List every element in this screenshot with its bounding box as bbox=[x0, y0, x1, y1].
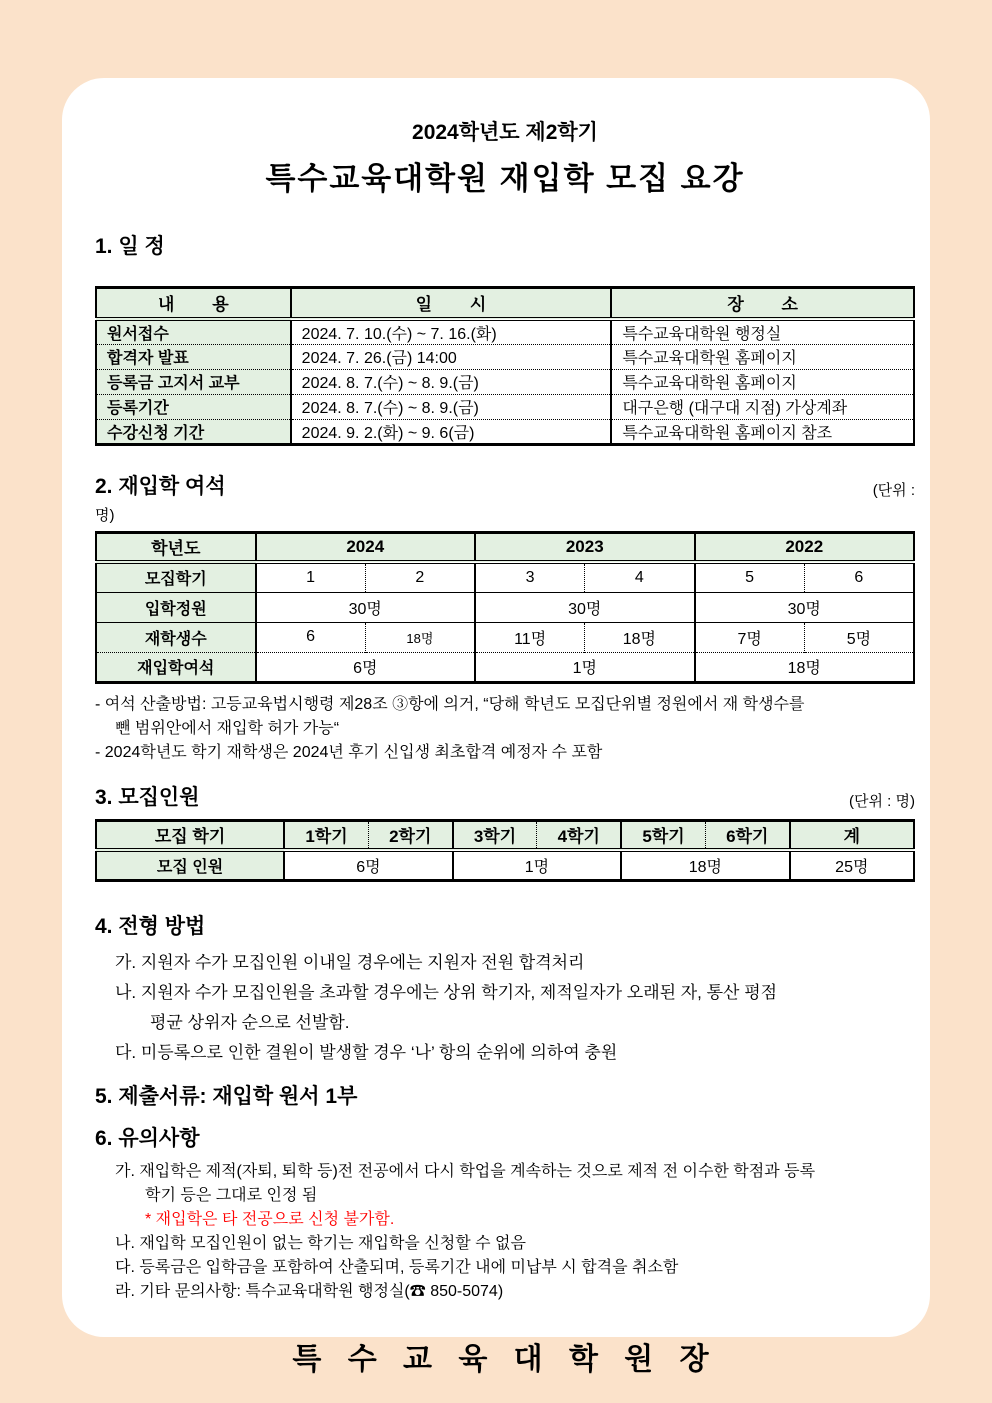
section-4-heading: 4. 전형 방법 bbox=[95, 914, 206, 938]
recruit-header-sem2: 2학기 bbox=[368, 820, 452, 850]
notice-item-ga: 가. 재입학은 제적(자퇴, 퇴학 등)전 전공에서 다시 학업을 계속하는 것으로 제적 전 이수한 학점과 등록 bbox=[115, 1162, 816, 1180]
selection-method-item-na: 나. 지원자 수가 모집인원을 초과할 경우에는 상위 학기자, 제적일자가 오래된 자, 통산 평점 bbox=[115, 982, 778, 1002]
schedule-row-label: 합격자 발표 bbox=[96, 344, 291, 369]
vacancy-enrolled-cell: 11명 bbox=[475, 622, 585, 652]
schedule-row-place: 특수교육대학원 홈페이지 bbox=[611, 344, 914, 369]
doc-subtitle: 2024학년도 제2학기 bbox=[412, 121, 598, 144]
section-3-heading: 3. 모집인원 bbox=[95, 785, 200, 809]
recruit-header-label: 모집 학기 bbox=[96, 820, 284, 850]
vacancy-semester-cell: 1 bbox=[256, 562, 366, 592]
vacancy-year-row bbox=[96, 532, 914, 562]
section-3-unit-label: (단위 : 명) bbox=[849, 792, 915, 810]
schedule-row-place: 특수교육대학원 홈페이지 참조 bbox=[611, 419, 914, 444]
section-3-heading-row bbox=[95, 781, 915, 811]
vacancy-quota-cell: 30명 bbox=[256, 592, 476, 622]
schedule-row-place: 특수교육대학원 홈페이지 bbox=[611, 369, 914, 394]
vacancy-semester-row bbox=[96, 562, 914, 592]
recruit-header-row bbox=[96, 820, 914, 850]
section-2-heading: 2. 재입학 여석 bbox=[95, 474, 226, 498]
recruit-count-sem56: 18명 bbox=[621, 850, 790, 880]
vacancy-quota-cell: 30명 bbox=[475, 592, 695, 622]
table-row bbox=[96, 344, 914, 369]
schedule-row-place: 대구은행 (대구대 지점) 가상계좌 bbox=[611, 394, 914, 419]
schedule-table bbox=[95, 286, 915, 446]
vacancy-enrolled-cell: 6 bbox=[256, 622, 366, 652]
vacancy-enrolled-cell: 7명 bbox=[695, 622, 805, 652]
notice-item-na: 나. 재입학 모집인원이 없는 학기는 재입학을 신청할 수 없음 bbox=[115, 1234, 526, 1252]
table-row bbox=[96, 394, 914, 419]
recruit-header-sem5: 5학기 bbox=[621, 820, 705, 850]
vacancy-semester-cell: 6 bbox=[804, 562, 914, 592]
recruit-table bbox=[95, 819, 915, 882]
table-row bbox=[96, 419, 914, 444]
schedule-header-content: 내 용 bbox=[96, 288, 291, 319]
schedule-row-datetime: 2024. 8. 7.(수) ~ 8. 9.(금) bbox=[291, 394, 612, 419]
section-6-heading: 6. 유의사항 bbox=[95, 1126, 200, 1150]
recruit-header-sem4: 4학기 bbox=[537, 820, 621, 850]
section-1-heading: 1. 일 정 bbox=[95, 235, 165, 258]
vacancy-enrolled-row bbox=[96, 622, 914, 652]
vacancy-table bbox=[95, 531, 915, 684]
schedule-row-label: 등록기간 bbox=[96, 394, 291, 419]
schedule-header-row bbox=[96, 288, 914, 319]
footer-signature: 특 수 교 육 대 학 원 장 bbox=[292, 1342, 718, 1376]
schedule-header-datetime: 일 시 bbox=[291, 288, 612, 319]
vacancy-vacancy-label: 재입학여석 bbox=[96, 652, 256, 682]
recruit-count-sem12: 6명 bbox=[284, 850, 453, 880]
vacancy-semester-cell: 3 bbox=[475, 562, 585, 592]
vacancy-notes bbox=[95, 693, 915, 765]
schedule-row-label: 등록금 고지서 교부 bbox=[96, 369, 291, 394]
selection-method-item-na-cont: 평균 상위자 순으로 선발함. bbox=[150, 1012, 350, 1032]
vacancy-year-2022: 2022 bbox=[695, 532, 915, 562]
vacancy-year-label: 학년도 bbox=[96, 532, 256, 562]
vacancy-year-2023: 2023 bbox=[475, 532, 695, 562]
recruit-header-sem3: 3학기 bbox=[453, 820, 537, 850]
vacancy-year-2024: 2024 bbox=[256, 532, 476, 562]
schedule-row-label: 원서접수 bbox=[96, 319, 291, 345]
notice-item-da: 다. 등록금은 입학금을 포함하여 산출되며, 등록기간 내에 미납부 시 합격을 취소함 bbox=[115, 1258, 679, 1276]
selection-method-list bbox=[95, 948, 915, 1068]
recruit-count-sem34: 1명 bbox=[453, 850, 622, 880]
recruit-count-total: 25명 bbox=[790, 850, 914, 880]
schedule-header-place: 장 소 bbox=[611, 288, 914, 319]
vacancy-enrolled-cell: 18명 bbox=[585, 622, 695, 652]
notice-item-ga-cont: 학기 등은 그대로 인정 됨 bbox=[145, 1186, 318, 1204]
schedule-row-place: 특수교육대학원 행정실 bbox=[611, 319, 914, 345]
schedule-row-datetime: 2024. 7. 10.(수) ~ 7. 16.(화) bbox=[291, 319, 612, 345]
document-card bbox=[62, 78, 930, 1376]
vacancy-quota-row bbox=[96, 592, 914, 622]
vacancy-enrolled-cell: 18명 bbox=[365, 622, 475, 652]
vacancy-semester-cell: 4 bbox=[585, 562, 695, 592]
vacancy-vacancy-cell: 6명 bbox=[256, 652, 476, 682]
table-row bbox=[96, 369, 914, 394]
vacancy-vacancy-row bbox=[96, 652, 914, 682]
vacancy-enrolled-label: 재학생수 bbox=[96, 622, 256, 652]
vacancy-vacancy-cell: 18명 bbox=[695, 652, 915, 682]
section-2-unit-wrap: 명) bbox=[95, 506, 115, 524]
schedule-row-datetime: 2024. 8. 7.(수) ~ 8. 9.(금) bbox=[291, 369, 612, 394]
notice-list bbox=[95, 1160, 915, 1304]
vacancy-quota-cell: 30명 bbox=[695, 592, 915, 622]
vacancy-semester-cell: 2 bbox=[365, 562, 475, 592]
vacancy-vacancy-cell: 1명 bbox=[475, 652, 695, 682]
schedule-row-datetime: 2024. 9. 2.(화) ~ 9. 6(금) bbox=[291, 419, 612, 444]
schedule-row-datetime: 2024. 7. 26.(금) 14:00 bbox=[291, 344, 612, 369]
selection-method-item-ga: 가. 지원자 수가 모집인원 이내일 경우에는 지원자 전원 합격처리 bbox=[115, 952, 585, 972]
vacancy-enrolled-cell: 5명 bbox=[804, 622, 914, 652]
selection-method-item-da: 다. 미등록으로 인한 결원이 발생할 경우 ‘나’ 항의 순위에 의하여 충원 bbox=[115, 1042, 618, 1062]
recruit-header-sem6: 6학기 bbox=[705, 820, 789, 850]
vacancy-note: - 여석 산출방법: 고등교육법시행령 제28조 ③항에 의거, “당해 학년도 모집단위별 정원에서 재 학생수를 bbox=[95, 695, 805, 713]
notice-red-warning: * 재입학은 타 전공으로 신청 불가함. bbox=[145, 1210, 395, 1228]
doc-title: 특수교육대학원 재입학 모집 요강 bbox=[265, 161, 745, 196]
vacancy-semester-cell: 5 bbox=[695, 562, 805, 592]
recruit-row-label: 모집 인원 bbox=[96, 850, 284, 880]
section-2-unit-label: (단위 : bbox=[872, 481, 915, 499]
vacancy-note: 뺀 범위안에서 재입학 허가 가능“ bbox=[115, 719, 340, 737]
recruit-header-sem1: 1학기 bbox=[284, 820, 368, 850]
vacancy-note: - 2024학년도 학기 재학생은 2024년 후기 신입생 최초합격 예정자 수 포함 bbox=[95, 743, 603, 761]
vacancy-quota-label: 입학정원 bbox=[96, 592, 256, 622]
recruit-data-row bbox=[96, 850, 914, 880]
section-5-heading: 5. 제출서류: 재입학 원서 1부 bbox=[95, 1084, 358, 1108]
schedule-row-label: 수강신청 기간 bbox=[96, 419, 291, 444]
table-row bbox=[96, 319, 914, 345]
section-2-heading-row bbox=[95, 470, 915, 500]
notice-item-ra: 라. 기타 문의사항: 특수교육대학원 행정실(☎ 850-5074) bbox=[115, 1282, 504, 1300]
vacancy-semester-label: 모집학기 bbox=[96, 562, 256, 592]
recruit-header-total: 계 bbox=[790, 820, 914, 850]
